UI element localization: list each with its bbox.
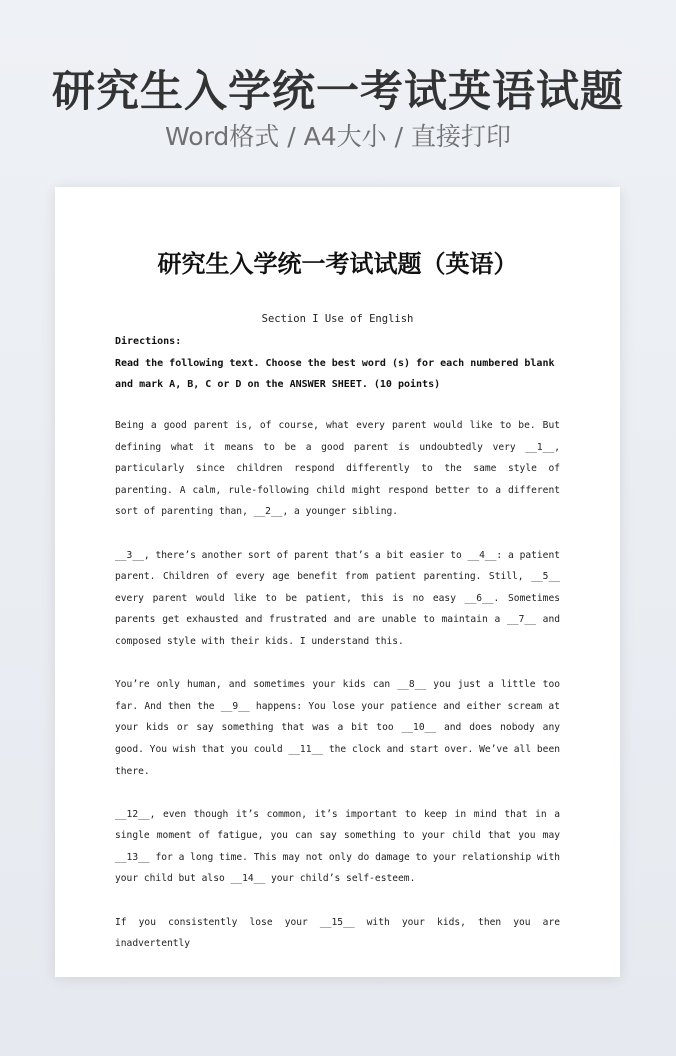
section-heading: Section I Use of English [261, 313, 414, 325]
passage-paragraph: If you consistently lose your __15__ with your kids, then you are inadvertently [115, 916, 560, 950]
banner-subtitle: Word格式 / A4大小 / 直接打印 [165, 122, 511, 151]
document-page [55, 187, 620, 977]
directions-block [115, 331, 560, 396]
passage-paragraph: Being a good parent is, of course, what every parent would like to be. But defining what it means to be a good parent is undoubtedly very __1__, particularly since children respond differently to the same style of parenting. A calm, rule-following child might respond better to a different sort of parenting than, __2__, a younger sibling. [115, 420, 560, 518]
banner-title: 研究生入学统一考试英语试题 [52, 67, 624, 117]
passage [115, 415, 560, 976]
document-title: 研究生入学统一考试试题（英语） [157, 250, 518, 278]
passage-paragraph: __3__, there’s another sort of parent that’s a bit easier to __4__: a patient parent. Children of every age benefit from patient parenting. Still, __5__ every parent would like to be patient, this is no easy __6__. Sometimes parents get exhausted and frustrated and are unable to maintain a __7__ and composed style with their kids. I understand this. [115, 549, 560, 647]
passage-paragraph: You’re only human, and sometimes your kids can __8__ you just a little too far. And then the __9__ happens: You lose your patience and either scream at your kids or say something that was a bit too __10__ and does nobody any good. You wish that you could __11__ the clock and start over. We’ve all been there. [115, 679, 560, 777]
directions-label: Directions: [115, 336, 182, 347]
directions-text: Read the following text. Choose the best word (s) for each numbered blank and mark A, B, C or D on the ANSWER SHEET. (10 points) [115, 357, 555, 391]
passage-paragraph: __12__, even though it’s common, it’s important to keep in mind that in a single moment of fatigue, you can say something to your child that you may __13__ for a long time. This may not only do damage to your relationship with your child but also __14__ your child’s self-esteem. [115, 808, 560, 885]
